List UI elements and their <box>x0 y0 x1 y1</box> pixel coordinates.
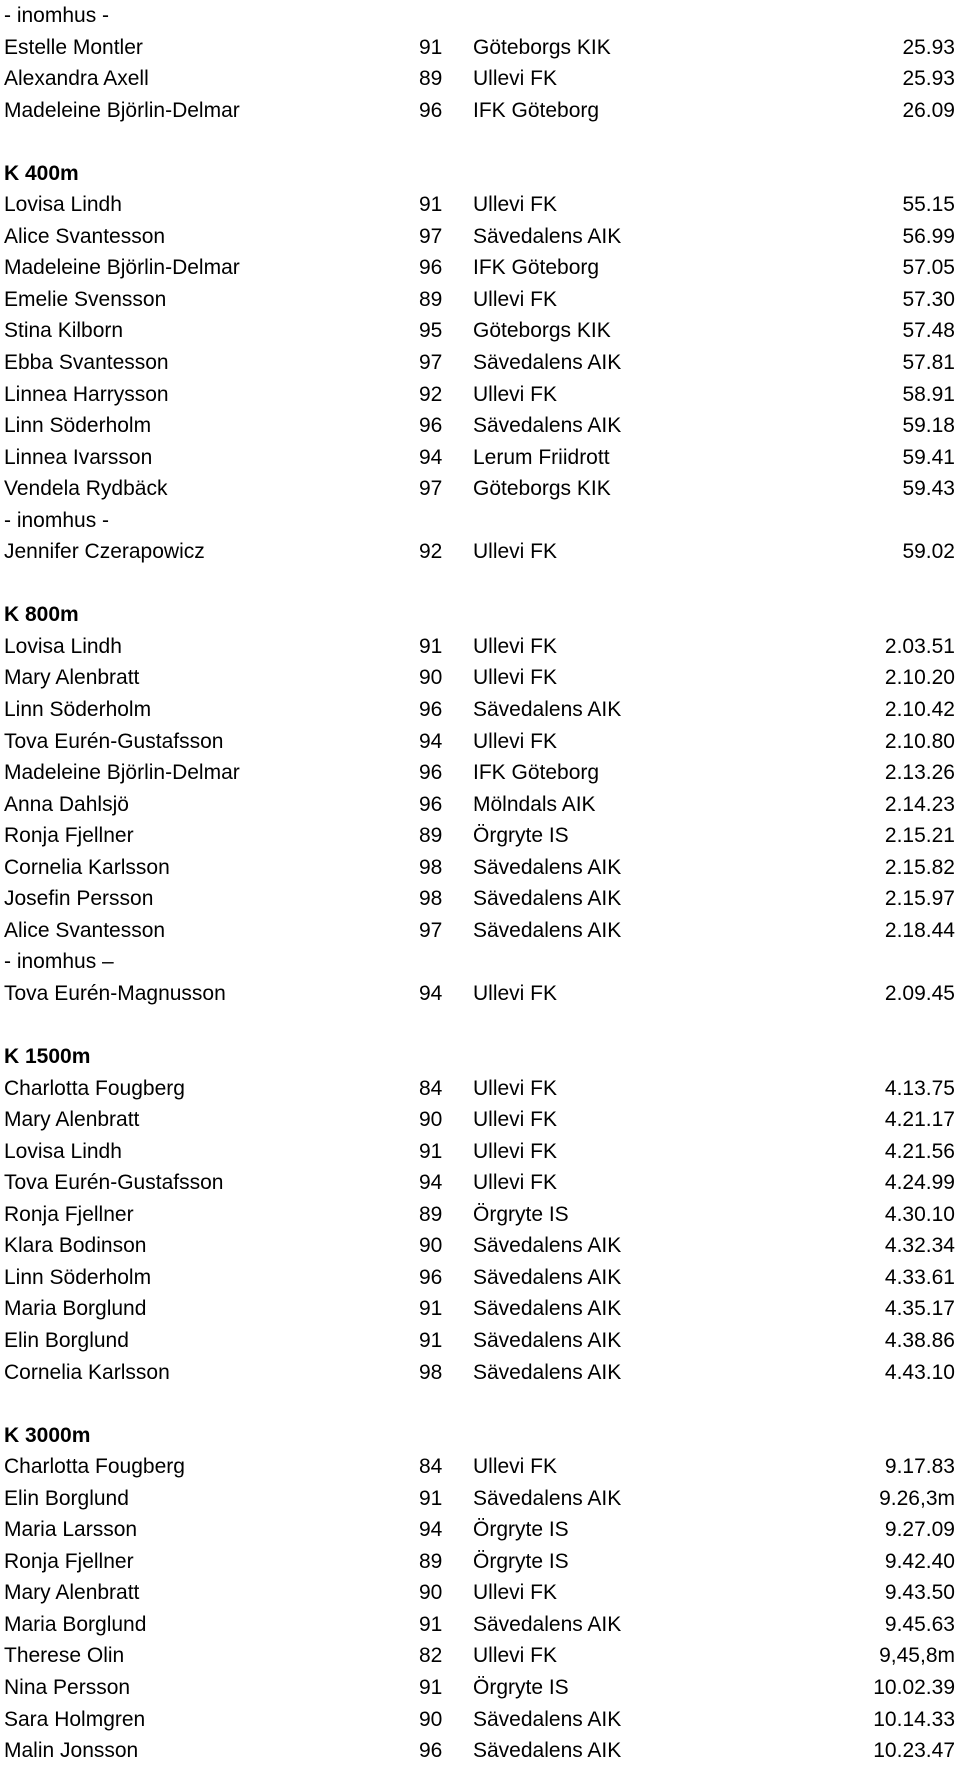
athlete-name: Madeleine Björlin-Delmar <box>4 256 240 280</box>
result-row <box>0 1073 960 1105</box>
birth-year: 91 <box>419 1486 443 1510</box>
event-heading-row <box>0 1420 960 1452</box>
result-row <box>0 1672 960 1704</box>
event-heading: K 3000m <box>4 1423 91 1447</box>
club-name: Ullevi FK <box>473 634 558 658</box>
birth-year: 91 <box>419 634 443 658</box>
result-time: 57.81 <box>902 351 955 375</box>
result-row <box>0 1230 960 1262</box>
athlete-name: Lovisa Lindh <box>4 193 122 217</box>
birth-year: 97 <box>419 351 443 375</box>
result-row <box>0 442 960 474</box>
birth-year: 91 <box>419 1675 443 1699</box>
result-row <box>0 820 960 852</box>
result-row <box>0 1262 960 1294</box>
athlete-name: Tova Eurén-Gustafsson <box>4 729 224 753</box>
result-time: 4.43.10 <box>884 1360 955 1384</box>
athlete-name: Lovisa Lindh <box>4 1139 122 1163</box>
athlete-name: Josefin Persson <box>4 887 154 911</box>
club-name: Örgryte IS <box>473 1549 569 1573</box>
birth-year: 90 <box>419 1581 443 1605</box>
birth-year: 94 <box>419 729 443 753</box>
birth-year: 92 <box>419 540 443 564</box>
birth-year: 91 <box>419 193 443 217</box>
result-row <box>0 284 960 316</box>
athlete-name: Lovisa Lindh <box>4 634 122 658</box>
birth-year: 96 <box>419 256 443 280</box>
athlete-name: Therese Olin <box>4 1644 125 1668</box>
result-row <box>0 631 960 663</box>
birth-year: 91 <box>419 1328 443 1352</box>
birth-year: 89 <box>419 287 443 311</box>
birth-year: 96 <box>419 761 443 785</box>
venue-note-row <box>0 946 960 978</box>
club-name: IFK Göteborg <box>473 761 600 785</box>
result-time: 26.09 <box>902 98 955 122</box>
club-name: Sävedalens AIK <box>473 414 622 438</box>
club-name: Ullevi FK <box>473 1139 558 1163</box>
birth-year: 94 <box>419 445 443 469</box>
club-name: Ullevi FK <box>473 666 558 690</box>
club-name: Ullevi FK <box>473 1455 558 1479</box>
athlete-name: Linnea Ivarsson <box>4 445 153 469</box>
athlete-name: Mary Alenbratt <box>4 1581 140 1605</box>
result-time: 10.02.39 <box>873 1675 955 1699</box>
birth-year: 89 <box>419 1549 443 1573</box>
club-name: Ullevi FK <box>473 1644 558 1668</box>
result-time: 4.13.75 <box>884 1076 955 1100</box>
athlete-name: Cornelia Karlsson <box>4 1360 170 1384</box>
birth-year: 96 <box>419 698 443 722</box>
result-row <box>0 1704 960 1736</box>
birth-year: 97 <box>419 918 443 942</box>
birth-year: 96 <box>419 1739 443 1763</box>
athlete-name: Alice Svantesson <box>4 224 166 248</box>
result-row <box>0 1735 960 1767</box>
club-name: Ullevi FK <box>473 287 558 311</box>
birth-year: 94 <box>419 981 443 1005</box>
club-name: Ullevi FK <box>473 1108 558 1132</box>
result-row <box>0 1136 960 1168</box>
result-time: 9.42.40 <box>884 1549 955 1573</box>
event-section <box>0 1420 960 1767</box>
result-row <box>0 1357 960 1389</box>
club-name: Sävedalens AIK <box>473 351 622 375</box>
club-name: Sävedalens AIK <box>473 1707 622 1731</box>
result-time: 2.15.82 <box>884 855 955 879</box>
birth-year: 90 <box>419 1707 443 1731</box>
blank-row <box>0 568 960 600</box>
venue-note: - inomhus – <box>4 950 114 974</box>
result-row <box>0 1640 960 1672</box>
result-time: 2.18.44 <box>884 918 955 942</box>
result-row <box>0 252 960 284</box>
event-heading: K 800m <box>4 603 79 627</box>
event-section <box>0 0 960 158</box>
result-time: 2.03.51 <box>884 634 955 658</box>
athlete-name: Linnea Harrysson <box>4 382 169 406</box>
venue-note-row <box>0 505 960 537</box>
athlete-name: Estelle Montler <box>4 35 143 59</box>
athlete-name: Maria Larsson <box>4 1518 138 1542</box>
birth-year: 92 <box>419 382 443 406</box>
result-time: 59.43 <box>902 477 955 501</box>
event-section <box>0 1041 960 1420</box>
venue-note: - inomhus - <box>4 4 110 27</box>
result-row <box>0 1483 960 1515</box>
birth-year: 89 <box>419 824 443 848</box>
event-heading: K 400m <box>4 161 79 185</box>
birth-year: 96 <box>419 792 443 816</box>
athlete-name: Klara Bodinson <box>4 1234 147 1258</box>
result-time: 9,45,8m <box>879 1644 955 1668</box>
athlete-name: Charlotta Fougberg <box>4 1455 185 1479</box>
result-row <box>0 1104 960 1136</box>
athlete-name: Maria Borglund <box>4 1297 147 1321</box>
result-row <box>0 1609 960 1641</box>
club-name: Örgryte IS <box>473 1518 569 1542</box>
club-name: Ullevi FK <box>473 67 558 91</box>
club-name: Lerum Friidrott <box>473 445 610 469</box>
result-time: 4.32.34 <box>884 1234 955 1258</box>
club-name: Örgryte IS <box>473 824 569 848</box>
athlete-name: Alexandra Axell <box>4 67 149 91</box>
result-row <box>0 789 960 821</box>
result-time: 25.93 <box>902 67 955 91</box>
birth-year: 98 <box>419 1360 443 1384</box>
result-time: 9.26,3m <box>879 1486 955 1510</box>
club-name: Ullevi FK <box>473 540 558 564</box>
club-name: IFK Göteborg <box>473 98 600 122</box>
result-time: 59.41 <box>902 445 955 469</box>
venue-note: - inomhus - <box>4 508 110 532</box>
result-time: 10.23.47 <box>873 1739 955 1763</box>
birth-year: 95 <box>419 319 443 343</box>
birth-year: 97 <box>419 224 443 248</box>
result-time: 2.14.23 <box>884 792 955 816</box>
club-name: IFK Göteborg <box>473 256 600 280</box>
birth-year: 91 <box>419 35 443 59</box>
birth-year: 96 <box>419 98 443 122</box>
result-row <box>0 95 960 127</box>
athlete-name: Mary Alenbratt <box>4 666 140 690</box>
club-name: Sävedalens AIK <box>473 1360 622 1384</box>
result-row <box>0 473 960 505</box>
result-time: 59.02 <box>902 540 955 564</box>
club-name: Mölndals AIK <box>473 792 596 816</box>
birth-year: 97 <box>419 477 443 501</box>
result-row <box>0 1325 960 1357</box>
event-heading-row <box>0 1041 960 1073</box>
result-time: 9.17.83 <box>884 1455 955 1479</box>
athlete-name: Ronja Fjellner <box>4 1202 134 1226</box>
result-time: 2.10.42 <box>884 698 955 722</box>
result-row <box>0 852 960 884</box>
result-row <box>0 410 960 442</box>
athlete-name: Ronja Fjellner <box>4 1549 134 1573</box>
result-time: 55.15 <box>902 193 955 217</box>
result-row <box>0 978 960 1010</box>
birth-year: 84 <box>419 1455 443 1479</box>
athlete-name: Elin Borglund <box>4 1328 129 1352</box>
birth-year: 91 <box>419 1612 443 1636</box>
result-time: 9.27.09 <box>884 1518 955 1542</box>
result-row <box>0 379 960 411</box>
club-name: Sävedalens AIK <box>473 1234 622 1258</box>
birth-year: 90 <box>419 1234 443 1258</box>
athlete-name: Stina Kilborn <box>4 319 124 343</box>
result-row <box>0 1293 960 1325</box>
event-heading-row <box>0 158 960 190</box>
result-time: 4.24.99 <box>884 1171 955 1195</box>
athlete-name: Anna Dahlsjö <box>4 792 129 816</box>
club-name: Ullevi FK <box>473 382 558 406</box>
club-name: Örgryte IS <box>473 1675 569 1699</box>
result-time: 25.93 <box>902 35 955 59</box>
club-name: Sävedalens AIK <box>473 1612 622 1636</box>
result-row <box>0 32 960 64</box>
birth-year: 89 <box>419 67 443 91</box>
athlete-name: Maria Borglund <box>4 1612 147 1636</box>
birth-year: 91 <box>419 1139 443 1163</box>
result-row <box>0 726 960 758</box>
athlete-name: Tova Eurén-Gustafsson <box>4 1171 224 1195</box>
athlete-name: Linn Söderholm <box>4 1265 152 1289</box>
club-name: Ullevi FK <box>473 981 558 1005</box>
blank-row <box>0 1010 960 1042</box>
birth-year: 84 <box>419 1076 443 1100</box>
birth-year: 96 <box>419 414 443 438</box>
athlete-name: Nina Persson <box>4 1675 131 1699</box>
result-row <box>0 1167 960 1199</box>
result-time: 9.45.63 <box>884 1612 955 1636</box>
athlete-name: Sara Holmgren <box>4 1707 146 1731</box>
result-row <box>0 1514 960 1546</box>
result-row <box>0 315 960 347</box>
club-name: Sävedalens AIK <box>473 855 622 879</box>
result-time: 4.35.17 <box>884 1297 955 1321</box>
athlete-name: Malin Jonsson <box>4 1739 139 1763</box>
birth-year: 90 <box>419 1108 443 1132</box>
club-name: Sävedalens AIK <box>473 887 622 911</box>
club-name: Göteborgs KIK <box>473 35 611 59</box>
result-row <box>0 1546 960 1578</box>
club-name: Göteborgs KIK <box>473 477 611 501</box>
result-row <box>0 347 960 379</box>
result-row <box>0 63 960 95</box>
athlete-name: Jennifer Czerapowicz <box>4 540 205 564</box>
result-time: 9.43.50 <box>884 1581 955 1605</box>
birth-year: 94 <box>419 1171 443 1195</box>
result-time: 4.21.56 <box>884 1139 955 1163</box>
athlete-name: Ronja Fjellner <box>4 824 134 848</box>
event-section <box>0 158 960 600</box>
result-row <box>0 536 960 568</box>
birth-year: 91 <box>419 1297 443 1321</box>
athlete-name: Linn Söderholm <box>4 698 152 722</box>
result-time: 56.99 <box>902 224 955 248</box>
result-time: 57.05 <box>902 256 955 280</box>
club-name: Sävedalens AIK <box>473 698 622 722</box>
club-name: Ullevi FK <box>473 1581 558 1605</box>
birth-year: 89 <box>419 1202 443 1226</box>
result-row <box>0 1199 960 1231</box>
club-name: Ullevi FK <box>473 1171 558 1195</box>
result-row <box>0 694 960 726</box>
club-name: Ullevi FK <box>473 1076 558 1100</box>
blank-row <box>0 126 960 158</box>
birth-year: 98 <box>419 855 443 879</box>
result-row <box>0 662 960 694</box>
birth-year: 82 <box>419 1644 443 1668</box>
result-time: 2.09.45 <box>884 981 955 1005</box>
birth-year: 96 <box>419 1265 443 1289</box>
result-row <box>0 1577 960 1609</box>
result-row <box>0 221 960 253</box>
club-name: Ullevi FK <box>473 193 558 217</box>
athlete-name: Cornelia Karlsson <box>4 855 170 879</box>
result-time: 2.15.21 <box>884 824 955 848</box>
result-time: 4.38.86 <box>884 1328 955 1352</box>
club-name: Sävedalens AIK <box>473 1265 622 1289</box>
result-time: 2.10.80 <box>884 729 955 753</box>
athlete-name: Madeleine Björlin-Delmar <box>4 761 240 785</box>
athlete-name: Mary Alenbratt <box>4 1108 140 1132</box>
athlete-name: Alice Svantesson <box>4 918 166 942</box>
event-heading-row <box>0 599 960 631</box>
event-heading: K 1500m <box>4 1045 91 1069</box>
result-time: 58.91 <box>902 382 955 406</box>
result-time: 2.15.97 <box>884 887 955 911</box>
club-name: Sävedalens AIK <box>473 224 622 248</box>
club-name: Sävedalens AIK <box>473 1297 622 1321</box>
club-name: Sävedalens AIK <box>473 1739 622 1763</box>
result-time: 10.14.33 <box>873 1707 955 1731</box>
club-name: Sävedalens AIK <box>473 1486 622 1510</box>
club-name: Sävedalens AIK <box>473 1328 622 1352</box>
result-row <box>0 883 960 915</box>
result-row <box>0 1451 960 1483</box>
result-time: 4.30.10 <box>884 1202 955 1226</box>
result-time: 4.21.17 <box>884 1108 955 1132</box>
venue-note-row <box>0 0 960 32</box>
athlete-name: Charlotta Fougberg <box>4 1076 185 1100</box>
birth-year: 98 <box>419 887 443 911</box>
result-time: 2.10.20 <box>884 666 955 690</box>
event-section <box>0 599 960 1041</box>
result-time: 2.13.26 <box>884 761 955 785</box>
result-time: 57.30 <box>902 287 955 311</box>
result-row <box>0 189 960 221</box>
result-time: 4.33.61 <box>884 1265 955 1289</box>
athlete-name: Linn Söderholm <box>4 414 152 438</box>
result-time: 57.48 <box>902 319 955 343</box>
birth-year: 90 <box>419 666 443 690</box>
result-time: 59.18 <box>902 414 955 438</box>
athlete-name: Tova Eurén-Magnusson <box>4 981 226 1005</box>
club-name: Göteborgs KIK <box>473 319 611 343</box>
club-name: Sävedalens AIK <box>473 918 622 942</box>
athlete-name: Emelie Svensson <box>4 287 167 311</box>
athlete-name: Madeleine Björlin-Delmar <box>4 98 240 122</box>
athlete-name: Vendela Rydbäck <box>4 477 168 501</box>
birth-year: 94 <box>419 1518 443 1542</box>
result-row <box>0 915 960 947</box>
club-name: Örgryte IS <box>473 1202 569 1226</box>
blank-row <box>0 1388 960 1420</box>
athlete-name: Ebba Svantesson <box>4 351 169 375</box>
athlete-name: Elin Borglund <box>4 1486 129 1510</box>
club-name: Ullevi FK <box>473 729 558 753</box>
result-row <box>0 757 960 789</box>
